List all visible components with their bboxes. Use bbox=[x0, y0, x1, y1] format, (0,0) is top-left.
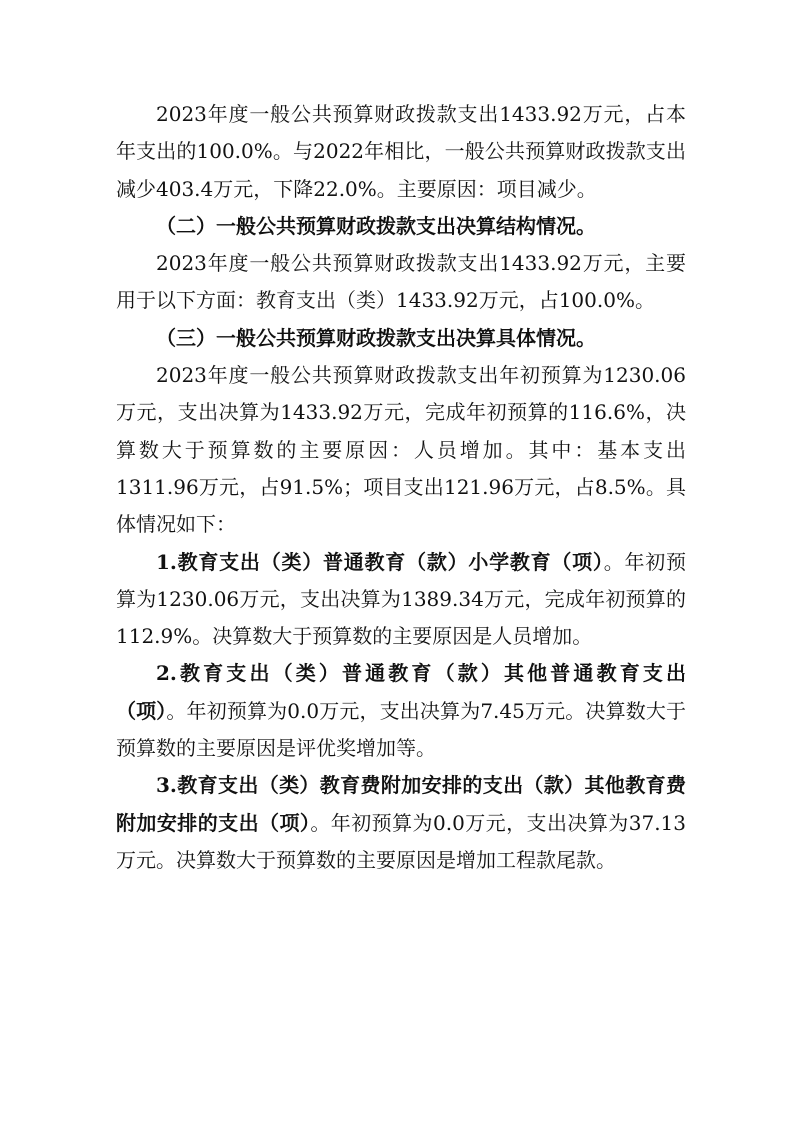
paragraph-structure: 2023年度一般公共预算财政拨款支出1433.92万元，主要用于以下方面：教育支出（类）1433.92万元，占100.0%。 bbox=[116, 251, 686, 313]
item-education-surcharge bbox=[116, 767, 686, 879]
section-heading-details: （三）一般公共预算财政拨款支出决算具体情况。 bbox=[156, 325, 596, 350]
item-primary-education bbox=[116, 544, 686, 656]
item-primary-education-body: 。年初预算为1230.06万元，支出决算为1389.34万元，完成年初预算的112.9%。决算数大于预算数的主要原因是人员增加。 bbox=[116, 549, 686, 649]
section-heading-structure: （二）一般公共预算财政拨款支出决算结构情况。 bbox=[156, 213, 596, 238]
item-other-general-education bbox=[116, 655, 686, 767]
paragraph-total-expenditure: 2023年度一般公共预算财政拨款支出1433.92万元，占本年支出的100.0%。与2022年相比，一般公共预算财政拨款支出减少403.4万元，下降22.0%。主要原因：项目减少。 bbox=[116, 102, 686, 201]
paragraph-details: 2023年度一般公共预算财政拨款支出年初预算为1230.06万元，支出决算为1433.92万元，完成年初预算的116.6%，决算数大于预算数的主要原因：人员增加。其中：基本支出1311.96万元，占91.5%；项目支出121.96万元，占8.5%。具体情况如下： bbox=[116, 363, 686, 537]
item-primary-education-title: 1.教育支出（类）普通教育（款）小学教育（项） bbox=[156, 549, 604, 574]
item-other-general-education-title: 2.教育支出（类）普通教育（款）其他普通教育支出（项） bbox=[116, 661, 686, 723]
item-education-surcharge-body: 。年初预算为0.0万元，支出决算为37.13万元。决算数大于预算数的主要原因是增加工程款尾款。 bbox=[116, 810, 686, 872]
item-education-surcharge-title: 3.教育支出（类）教育费附加安排的支出（款）其他教育费附加安排的支出（项） bbox=[116, 773, 686, 835]
item-other-general-education-body: 。年初预算为0.0万元，支出决算为7.45万元。决算数大于预算数的主要原因是评优奖增加等。 bbox=[116, 698, 686, 761]
document-page bbox=[116, 96, 686, 879]
